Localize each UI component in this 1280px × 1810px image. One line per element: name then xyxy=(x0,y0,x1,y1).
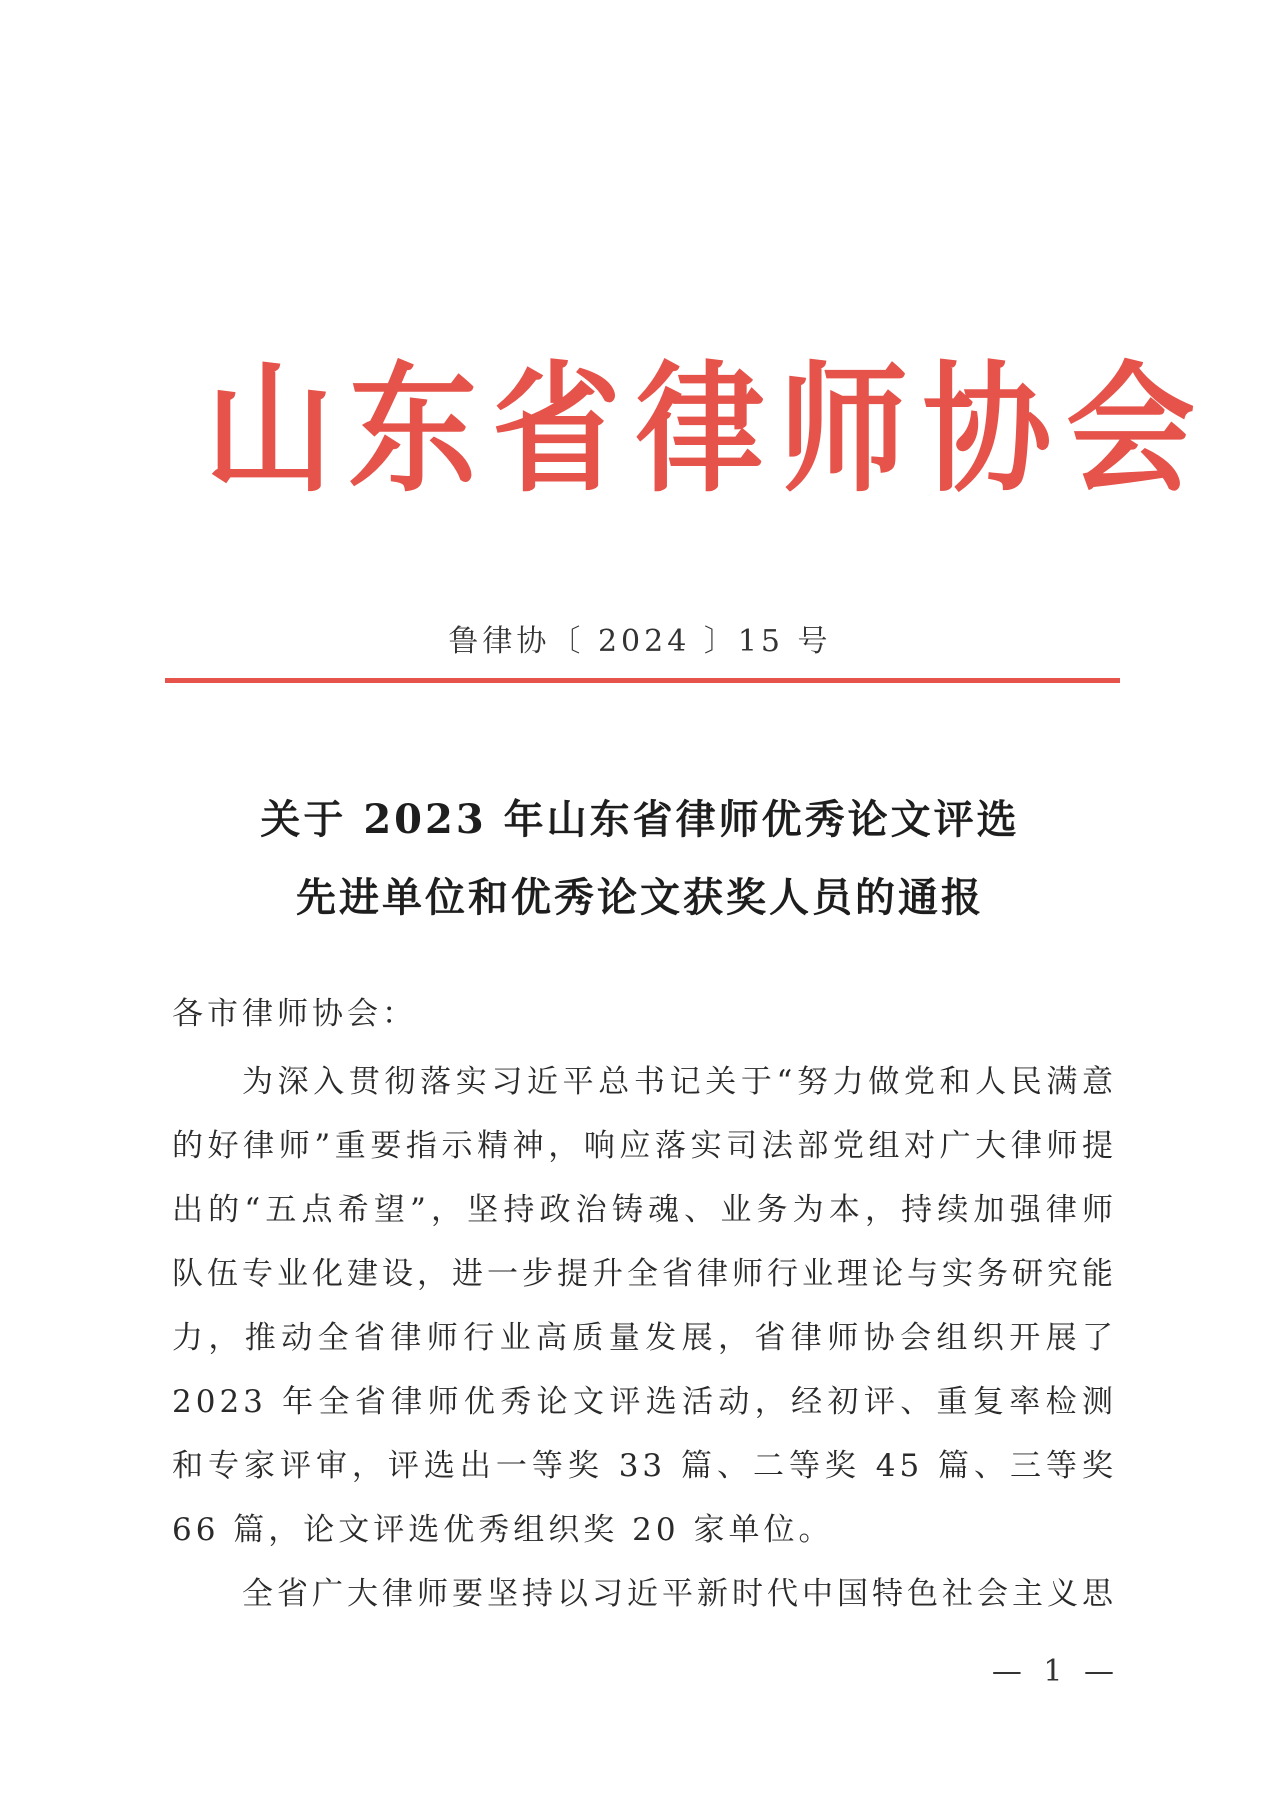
page-number: — 1 — xyxy=(991,1654,1120,1689)
salutation: 各市律师协会： xyxy=(172,996,417,1032)
organization-title: 山东省律师协会 xyxy=(205,348,1210,512)
body-paragraph-1: 为深入贯彻落实习近平总书记关于“努力做党和人民满意的好律师”重要指示精神，响应落实司法部党组对广大律师提出的“五点希望”，坚持政治铸魂、业务为本，持续加强律师队伍专业化建设，进一步提升全省律师行业理论与实务研究能力，推动全省律师行业高质量发展，省律师协会组织开展了 2023 年全省律师优秀论文评选活动，经初评、重复率检测和专家评审，评选出一等奖 33 篇、二等奖 45 篇、三等奖 66 篇，论文评选优秀组织奖 20 家单位。 xyxy=(172,1064,1117,1548)
notice-title-line-1: 关于 2023 年山东省律师优秀论文评选 xyxy=(260,796,1020,843)
document-number: 鲁律协〔 2024 〕15 号 xyxy=(448,624,832,659)
red-divider-line xyxy=(165,678,1120,683)
body-paragraph-2: 全省广大律师要坚持以习近平新时代中国特色社会主义思 xyxy=(242,1576,1117,1612)
notice-title-line-2: 先进单位和优秀论文获奖人员的通报 xyxy=(296,874,984,921)
